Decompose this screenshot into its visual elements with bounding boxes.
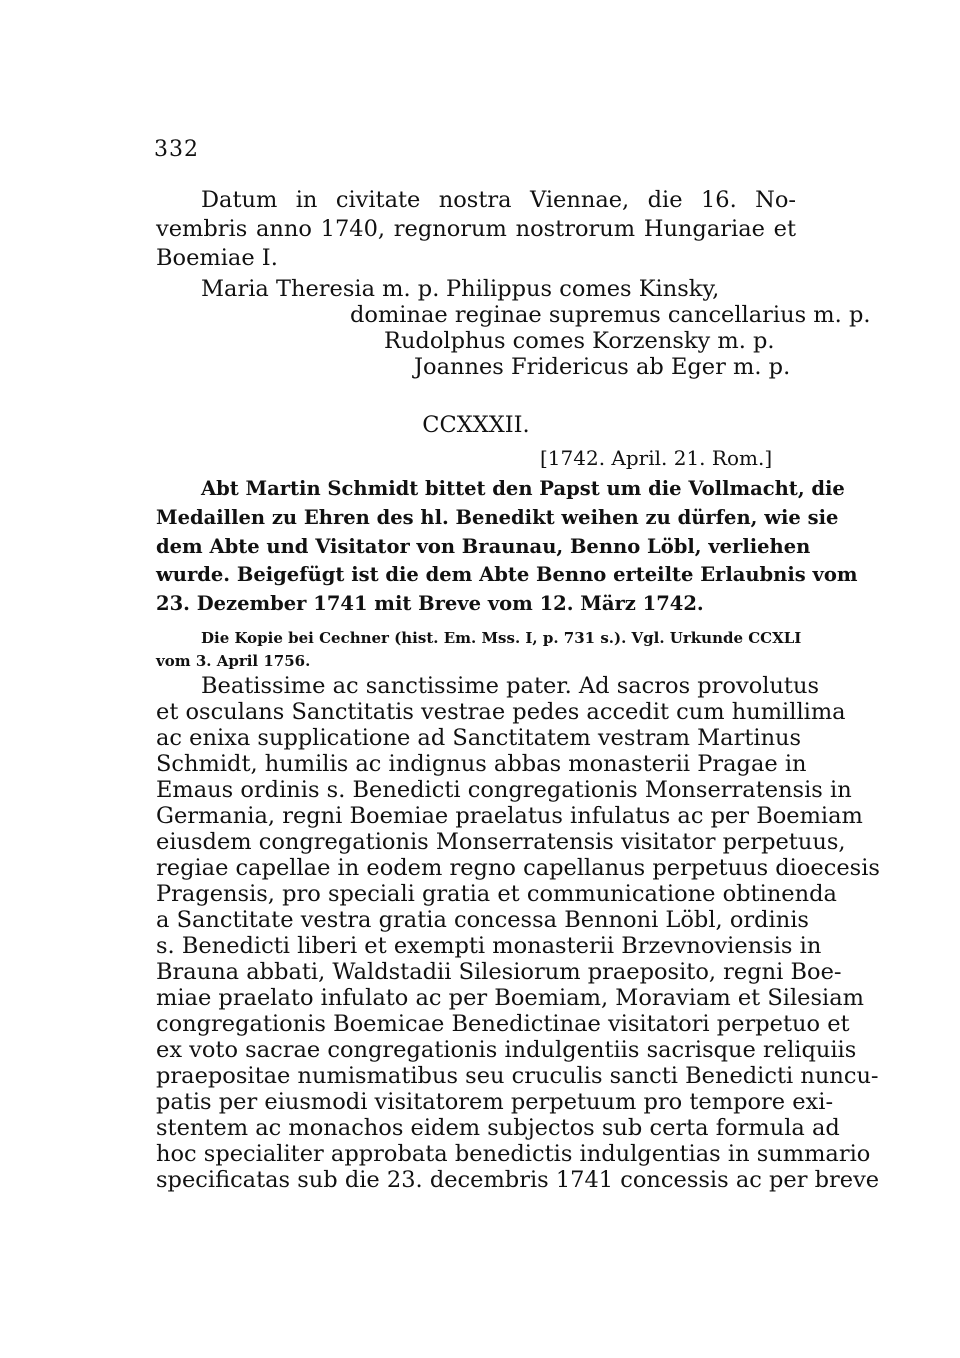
body-line-16: praepositae numismatibus seu cruculis sancti Benedicti nuncu- bbox=[156, 1063, 879, 1089]
body-line-20: specificatas sub die 23. decembris 1741 concessis ac per breve bbox=[156, 1167, 880, 1193]
body-line-10: a Sanctitate vestra gratia concessa Bennoni Löbl, ordinis bbox=[156, 907, 809, 933]
document-number: CCXXXII. bbox=[422, 412, 530, 438]
signature-kinsky: Philippus comes Kinsky, bbox=[446, 276, 720, 302]
body-line-3: ac enixa supplicatione ad Sanctitatem vestram Martinus bbox=[156, 725, 802, 751]
body-line-12: Brauna abbati, Waldstadii Silesiorum praeposito, regni Boe- bbox=[156, 959, 842, 985]
body-line-13: miae praelato infulato ac per Boemiam, Moraviam et Silesiam bbox=[156, 985, 864, 1011]
signature-maria-theresia: Maria Theresia m. p. bbox=[201, 276, 440, 302]
body-line-18: stentem ac monachos eidem subjectos sub certa formula ad bbox=[156, 1115, 840, 1141]
body-line-2: et osculans Sanctitatis vestrae pedes accedit cum humillima bbox=[156, 699, 846, 725]
summary-line-5: 23. Dezember 1741 mit Breve vom 12. März 1742. bbox=[156, 592, 704, 615]
summary-line-2: Medaillen zu Ehren des hl. Benedikt weihen zu dürfen, wie sie bbox=[156, 506, 839, 529]
summary-line-3: dem Abte und Visitator von Braunau, Benno Löbl, verliehen bbox=[156, 535, 811, 558]
date-line-2: vembris anno 1740, regnorum nostrorum Hungariae et bbox=[156, 216, 796, 242]
body-line-15: ex voto sacrae congregationis indulgentiis sacrisque reliquiis bbox=[156, 1037, 857, 1063]
body-line-5: Emaus ordinis s. Benedicti congregationis Monserratensis in bbox=[156, 777, 852, 803]
dateline: [1742. April. 21. Rom.] bbox=[540, 446, 773, 470]
body-line-7: eiusdem congregationis Monserratensis visitator perpetuus, bbox=[156, 829, 846, 855]
body-line-17: patis per eiusmodi visitatorem perpetuum pro tempore exi- bbox=[156, 1089, 834, 1115]
body-line-4: Schmidt, humilis ac indignus abbas monasterii Pragae in bbox=[156, 751, 807, 777]
source-note-line-1: Die Kopie bei Cechner (hist. Em. Mss. I, p. 731 s.). Vgl. Urkunde CCXLI bbox=[201, 629, 802, 647]
date-line-3: Boemiae I. bbox=[156, 245, 278, 271]
signature-line-2: dominae reginae supremus cancellarius m. p. bbox=[350, 302, 871, 328]
signature-korzensky: Rudolphus comes Korzensky m. p. bbox=[384, 328, 775, 354]
body-line-6: Germania, regni Boemiae praelatus infulatus ac per Boemiam bbox=[156, 803, 863, 829]
page-number: 332 bbox=[154, 137, 199, 162]
signature-eger: Joannes Fridericus ab Eger m. p. bbox=[414, 354, 791, 380]
body-line-19: hoc specialiter approbata benedictis indulgentias in summario bbox=[156, 1141, 871, 1167]
date-line-1: Datum in civitate nostra Viennae, die 16. No- bbox=[201, 187, 796, 213]
body-line-9: Pragensis, pro speciali gratia et communicatione obtinenda bbox=[156, 881, 837, 907]
summary-line-1: Abt Martin Schmidt bittet den Papst um die Vollmacht, die bbox=[201, 477, 845, 500]
body-line-1: Beatissime ac sanctissime pater. Ad sacros provolutus bbox=[201, 673, 820, 699]
body-line-11: s. Benedicti liberi et exempti monasterii Brzevnoviensis in bbox=[156, 933, 822, 959]
source-note-line-2: vom 3. April 1756. bbox=[156, 652, 311, 670]
summary-line-4: wurde. Beigefügt ist die dem Abte Benno erteilte Erlaubnis vom bbox=[156, 563, 858, 586]
body-line-8: regiae capellae in eodem regno capellanus perpetuus dioecesis bbox=[156, 855, 880, 881]
body-line-14: congregationis Boemicae Benedictinae visitatori perpetuo et bbox=[156, 1011, 850, 1037]
